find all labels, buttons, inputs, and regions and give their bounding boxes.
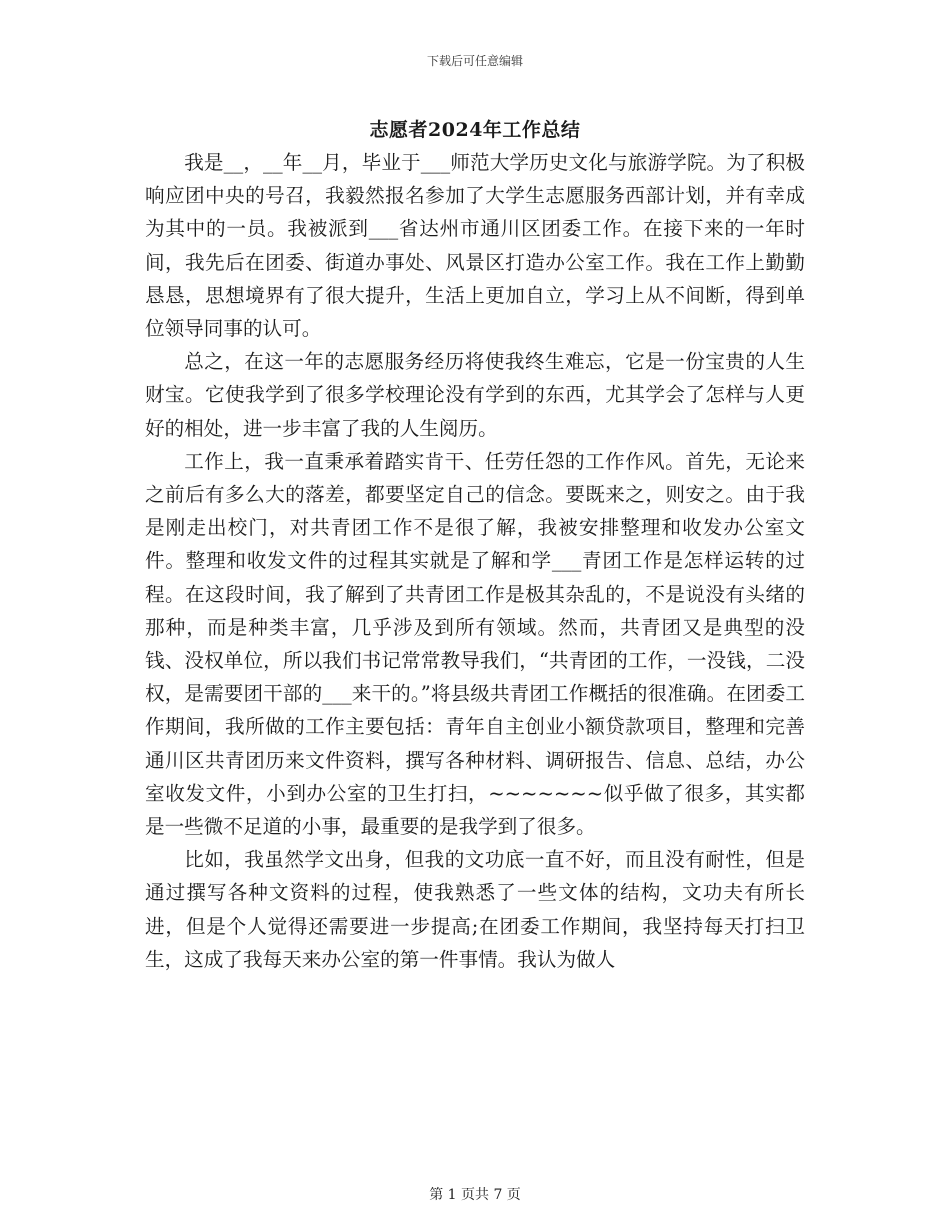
paragraph-4: 比如，我虽然学文出身，但我的文功底一直不好，而且没有耐性，但是通过撰写各种文资料的过程，使我熟悉了一些文体的结构，文功夫有所长进，但是个人觉得还需要进一步提高;在团委工作期间，我坚持每天打扫卫生，这成了我每天来办公室的第一件事情。我认为做人 — [145, 848, 805, 971]
page-header: 下载后可任意编辑 — [426, 54, 523, 68]
document-body — [145, 146, 805, 976]
page-footer: 第 1 页共 7 页 — [429, 1187, 521, 1203]
paragraph-1: 我是__，__年__月，毕业于___师范大学历史文化与旅游学院。为了积极响应团中央的号召，我毅然报名参加了大学生志愿服务西部计划，并有幸成为其中的一员。我被派到___省达州市通川区团委工作。在接下来的一年时间，我先后在团委、街道办事处、风景区打造办公室工作。我在工作上勤勤恳恳，思想境界有了很大提升，生活上更加自立，学习上从不间断，得到单位领导同事的认可。 — [145, 151, 805, 341]
paragraph-3: 工作上，我一直秉承着踏实肯干、任劳任怨的工作作风。首先，无论来之前后有多么大的落差，都要坚定自己的信念。要既来之，则安之。由于我是刚走出校门，对共青团工作不是很了解，我被安排整理和收发办公室文件。整理和收发文件的过程其实就是了解和学___青团工作是怎样运转的过程。在这段时间，我了解到了共青团工作是极其杂乱的，不是说没有头绪的那种，而是种类丰富，几乎涉及到所有领域。然而，共青团又是典型的没钱、没权单位，所以我们书记常常教导我们，“共青团的工作，一没钱，二没权，是需要团干部的___来干的。”将县级共青团工作概括的很准确。在团委工作期间，我所做的工作主要包括：青年自主创业小额贷款项目，整理和完善通川区共青团历来文件资料，撰写各种材料、调研报告、信息、总结，办公室收发文件，小到办公室的卫生打扫，~~~~~~~似乎做了很多，其实都是一些微不足道的小事，最重要的是我学到了很多。 — [145, 449, 805, 839]
paragraph-2: 总之，在这一年的志愿服务经历将使我终生难忘，它是一份宝贵的人生财宝。它使我学到了很多学校理论没有学到的东西，尤其学会了怎样与人更好的相处，进一步丰富了我的人生阅历。 — [145, 350, 805, 440]
document-title: 志愿者2024年工作总结 — [369, 119, 581, 141]
